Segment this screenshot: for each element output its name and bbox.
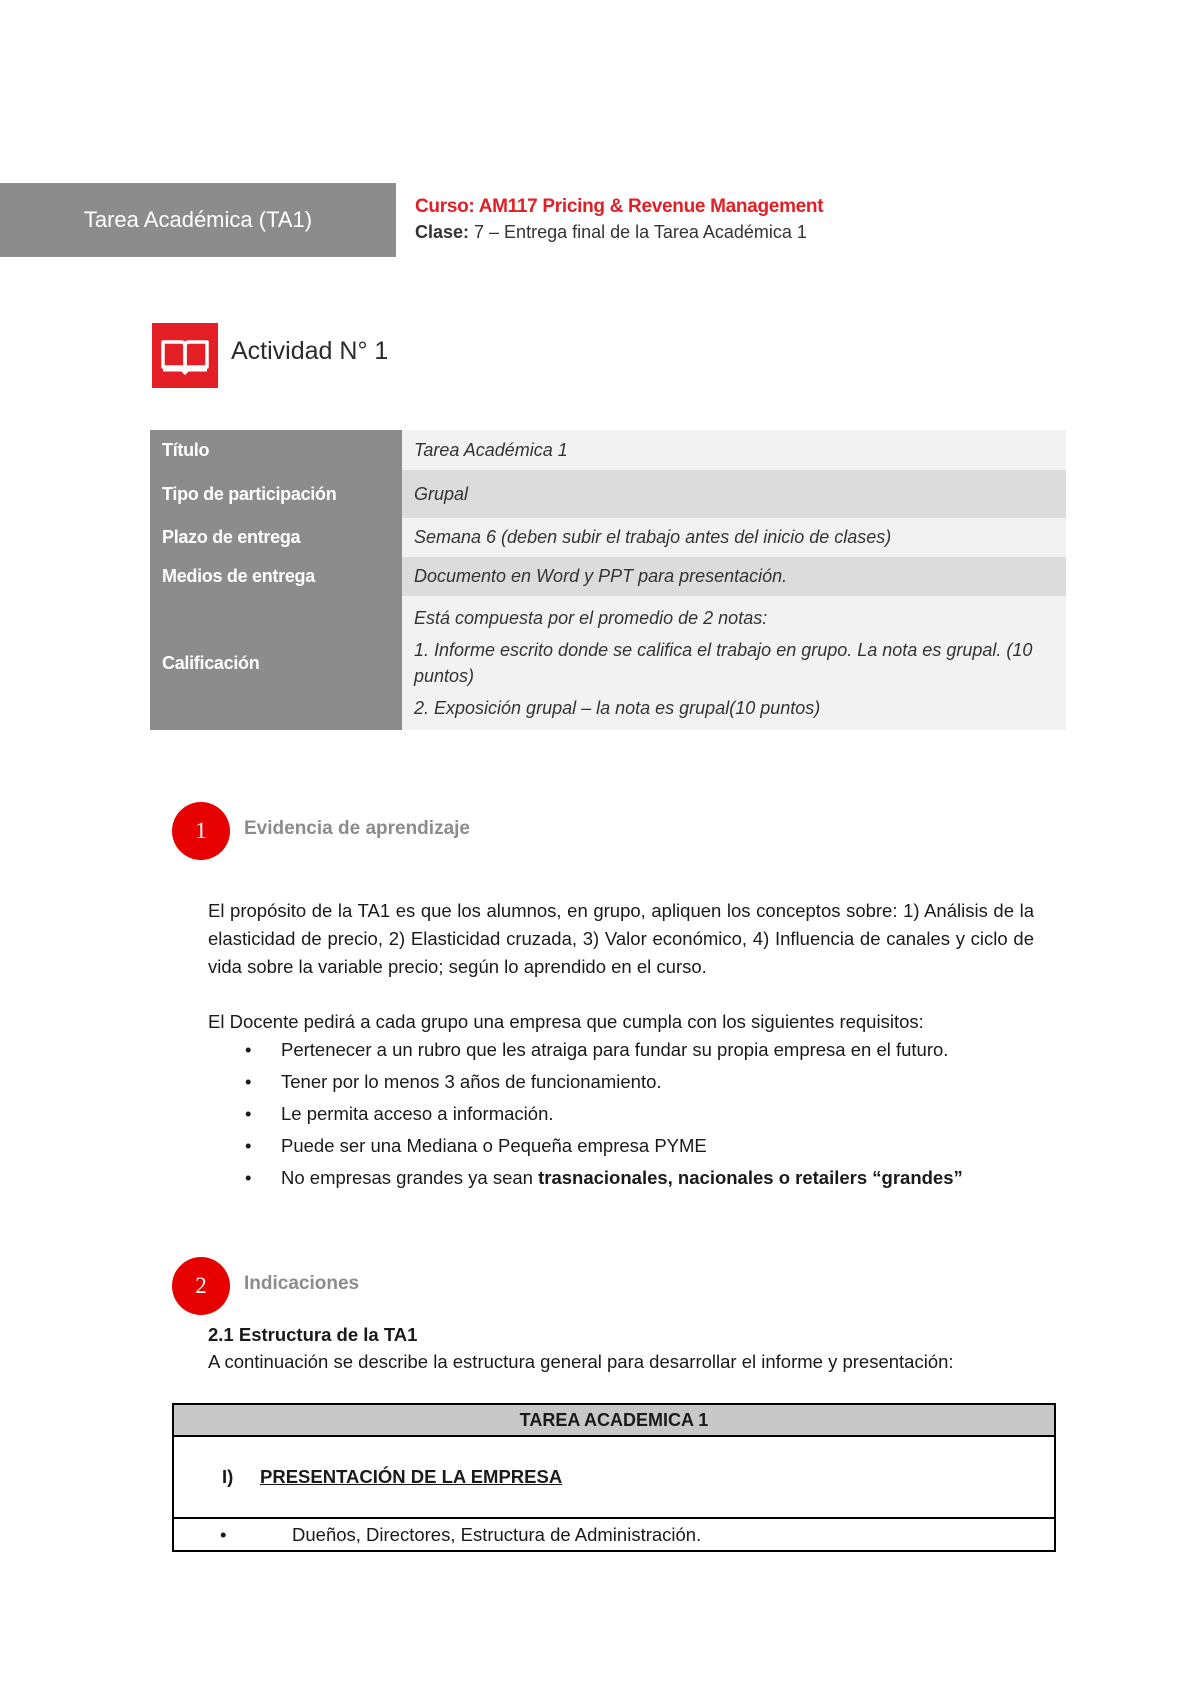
bullet-dot: • bbox=[220, 1523, 227, 1545]
info-row-delivery bbox=[150, 557, 1066, 596]
class-label: Clase: bbox=[415, 222, 470, 242]
info-row-deadline bbox=[150, 518, 1066, 557]
purpose-paragraph: El propósito de la TA1 es que los alumnos, en grupo, apliquen los conceptos sobre: 1) Análisis de la elasticidad de precio, 2) Elasticidad cruzada, 3) Valor económico, 4) Influencia de canales y ciclo de vida sobre la variable precio; según lo aprendido en el curso. bbox=[208, 900, 1034, 977]
list-item-emphasis: trasnacionales, nacionales o retailers “grandes” bbox=[538, 1167, 963, 1188]
grading-line: 1. Informe escrito donde se califica el trabajo en grupo. La nota es grupal. (10 puntos) bbox=[414, 640, 1033, 686]
info-row-title bbox=[150, 430, 1066, 470]
list-item-text: Le permita acceso a información. bbox=[281, 1103, 554, 1124]
info-label: Calificación bbox=[150, 596, 402, 730]
activity-info-table bbox=[150, 430, 1066, 730]
subsection-heading: 2.1 Estructura de la TA1 bbox=[208, 1324, 418, 1345]
list-item-text: No empresas grandes ya sean bbox=[281, 1167, 539, 1188]
bullet-dot: • bbox=[245, 1039, 252, 1060]
activity-title: Actividad N° 1 bbox=[231, 337, 389, 365]
section-number-badge: 2 bbox=[172, 1257, 230, 1315]
info-value: Documento en Word y PPT para presentación. bbox=[402, 557, 1066, 596]
structure-table-header: TAREA ACADEMICA 1 bbox=[174, 1405, 1054, 1437]
bullet-dot: • bbox=[245, 1103, 252, 1124]
list-item bbox=[245, 1066, 963, 1098]
bullet-dot: • bbox=[245, 1135, 252, 1156]
banner-title: Tarea Académica (TA1) bbox=[83, 207, 313, 232]
info-label: Tipo de participación bbox=[150, 470, 402, 518]
info-row-grading bbox=[150, 596, 1066, 730]
info-value bbox=[402, 596, 1066, 730]
section-roman-numeral: I) bbox=[222, 1466, 234, 1487]
info-row-participation bbox=[150, 470, 1066, 518]
list-item bbox=[245, 1162, 963, 1194]
class-info bbox=[415, 222, 807, 243]
list-item-text: Puede ser una Mediana o Pequeña empresa PYME bbox=[281, 1135, 707, 1156]
assignment-banner bbox=[0, 183, 396, 257]
info-value: Grupal bbox=[402, 470, 1066, 518]
grading-line: Está compuesta por el promedio de 2 notas: bbox=[414, 608, 768, 628]
info-value: Semana 6 (deben subir el trabajo antes del inicio de clases) bbox=[402, 518, 1066, 557]
info-label: Plazo de entrega bbox=[150, 518, 402, 557]
requirements-list bbox=[245, 1034, 963, 1194]
list-item-text: Pertenecer a un rubro que les atraiga para fundar su propia empresa en el futuro. bbox=[281, 1039, 949, 1060]
requirements-intro: El Docente pedirá a cada grupo una empresa que cumpla con los siguientes requisitos: bbox=[208, 1011, 924, 1032]
list-item bbox=[245, 1034, 963, 1066]
structure-table bbox=[172, 1403, 1056, 1552]
structure-section-row bbox=[174, 1437, 1054, 1519]
structure-bullet-row bbox=[174, 1519, 1054, 1550]
list-item bbox=[245, 1130, 963, 1162]
bullet-dot: • bbox=[245, 1071, 252, 1092]
section-title: Evidencia de aprendizaje bbox=[244, 818, 470, 839]
structure-bullet-text: Dueños, Directores, Estructura de Administración. bbox=[292, 1523, 702, 1545]
bullet-dot: • bbox=[245, 1167, 252, 1188]
class-value: 7 – Entrega final de la Tarea Académica 1 bbox=[469, 222, 807, 242]
structure-section-title: PRESENTACIÓN DE LA EMPRESA bbox=[260, 1466, 563, 1487]
info-label: Título bbox=[150, 430, 402, 470]
open-book-icon bbox=[152, 323, 218, 388]
info-label: Medios de entrega bbox=[150, 557, 402, 596]
list-item bbox=[245, 1098, 963, 1130]
subsection-intro: A continuación se describe la estructura general para desarrollar el informe y presentación: bbox=[208, 1351, 954, 1372]
list-item-text: Tener por lo menos 3 años de funcionamiento. bbox=[281, 1071, 662, 1092]
grading-line: 2. Exposición grupal – la nota es grupal(10 puntos) bbox=[414, 698, 821, 718]
info-value: Tarea Académica 1 bbox=[402, 430, 1066, 470]
course-title: Curso: AM117 Pricing & Revenue Management bbox=[415, 196, 824, 217]
section-number-badge: 1 bbox=[172, 802, 230, 860]
section-title: Indicaciones bbox=[244, 1273, 360, 1294]
